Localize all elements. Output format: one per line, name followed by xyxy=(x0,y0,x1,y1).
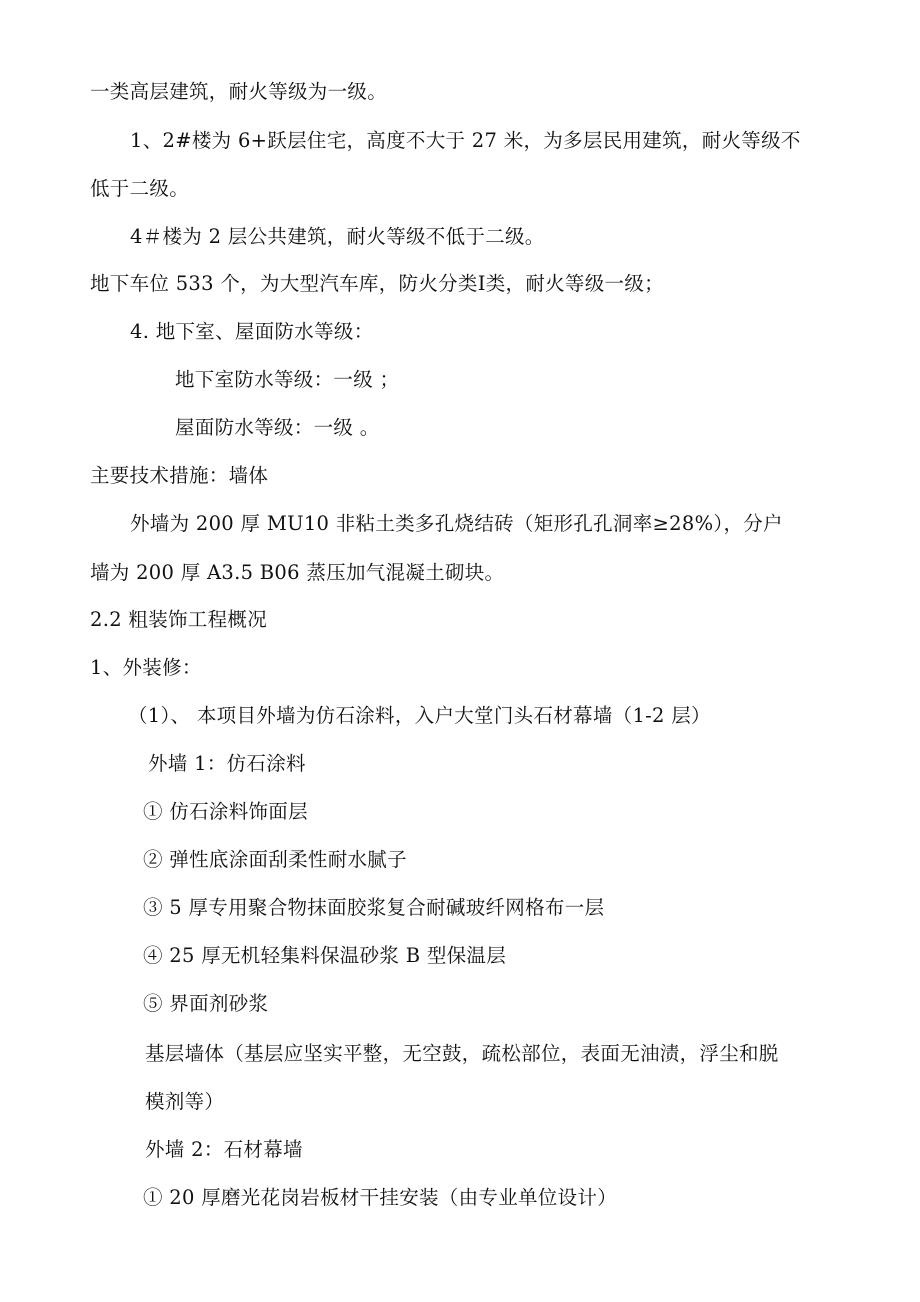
list-item: ⑤ 界面剂砂浆 xyxy=(143,992,269,1015)
list-item: ④ 25 厚无机轻集料保温砂浆 B 型保温层 xyxy=(143,944,507,967)
text-line: 低于二级。 xyxy=(90,177,190,200)
text-line: 4＃楼为 2 层公共建筑，耐火等级不低于二级。 xyxy=(130,225,545,248)
text-line: 外墙 2：石材幕墙 xyxy=(145,1138,303,1161)
text-line: 外墙为 200 厚 MU10 非粘土类多孔烧结砖（矩形孔孔洞率≥28%），分户 xyxy=(130,512,783,535)
text-line: 模剂等） xyxy=(145,1090,225,1113)
text-line: 地下室防水等级：一级 ； xyxy=(175,368,400,391)
text-line: 一类高层建筑，耐火等级为一级。 xyxy=(90,80,388,103)
text-line: （1）、 本项目外墙为仿石涂料，入户大堂门头石材幕墙（1-2 层） xyxy=(128,704,711,727)
text-line: 1、2#楼为 6+跃层住宅，高度不大于 27 米，为多层民用建筑，耐火等级不 xyxy=(130,129,801,152)
text-line: 主要技术措施：墙体 xyxy=(90,464,269,487)
text-line: 外墙 1：仿石涂料 xyxy=(148,752,306,775)
text-line: 4. 地下室、屋面防水等级： xyxy=(130,320,374,343)
text-line: 1、外装修： xyxy=(90,656,202,679)
text-line: 屋面防水等级：一级 。 xyxy=(175,416,380,439)
list-item: ② 弹性底涂面刮柔性耐水腻子 xyxy=(143,848,407,871)
text-line: 地下车位 533 个，为大型汽车库，防火分类Ⅰ类，耐火等级一级； xyxy=(90,272,664,295)
text-line: 基层墙体（基层应坚实平整，无空鼓，疏松部位，表面无油渍，浮尘和脱 xyxy=(145,1042,779,1065)
list-item: ① 20 厚磨光花岗岩板材干挂安装（由专业单位设计） xyxy=(143,1186,618,1209)
list-item: ③ 5 厚专用聚合物抹面胶浆复合耐碱玻纤网格布一层 xyxy=(143,896,605,919)
section-heading: 2.2 粗装饰工程概况 xyxy=(90,608,268,631)
text-line: 墙为 200 厚 A3.5 B06 蒸压加气混凝土砌块。 xyxy=(90,561,505,584)
list-item: ① 仿石涂料饰面层 xyxy=(143,800,308,823)
